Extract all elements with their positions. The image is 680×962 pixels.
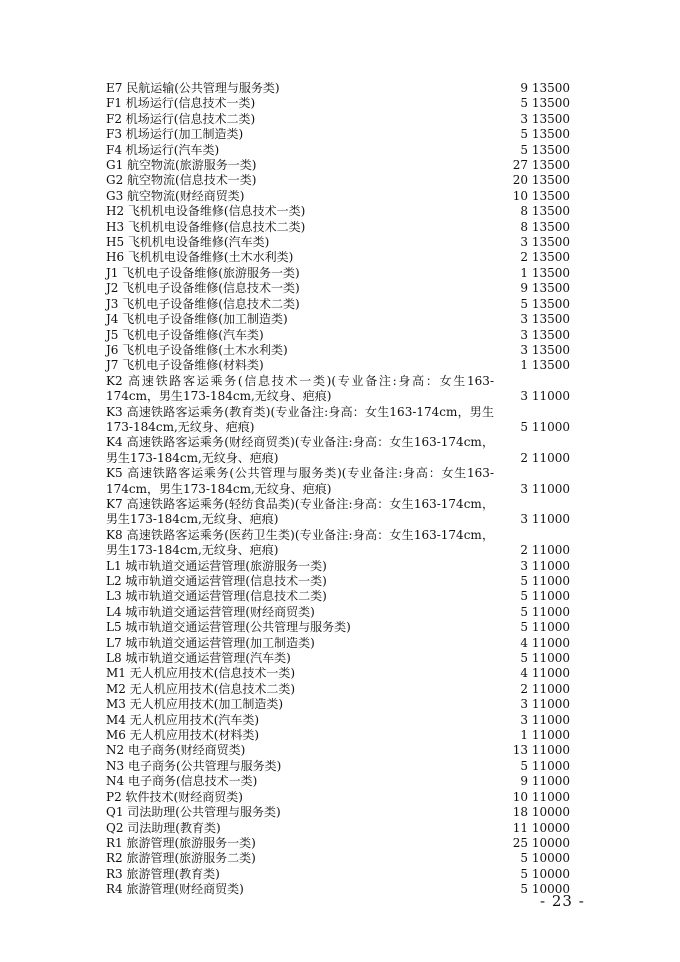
- program-label: H6 飞机机电设备维修(土木水利类): [106, 250, 294, 265]
- quota-count: 18: [512, 805, 528, 820]
- tuition-fee: 13500: [531, 265, 570, 280]
- quota-count: 3: [520, 327, 528, 342]
- quota-count: 5: [520, 589, 528, 604]
- quota-count: 25: [512, 835, 528, 850]
- quota-count: 3: [520, 697, 528, 712]
- table-row: [106, 528, 570, 559]
- table-row: [106, 343, 570, 358]
- quota-count: 5: [520, 758, 528, 773]
- program-label: M4 无人机应用技术(汽车类): [106, 712, 260, 727]
- program-label: L8 城市轨道交通运营管理(汽车类): [106, 651, 291, 666]
- quota-count: 3: [520, 342, 528, 357]
- tuition-fee: 13500: [531, 281, 570, 296]
- program-label: G2 航空物流(信息技术一类): [106, 173, 257, 188]
- quota-count: 5: [520, 866, 528, 881]
- tuition-fee: 11000: [531, 543, 570, 558]
- program-label: K4 高速铁路客运乘务(财经商贸类)(专业备注:身高：女生163-174cm，男生173-184cm,无纹身、疤痕): [106, 435, 494, 465]
- table-row: [106, 189, 570, 204]
- tuition-fee: 10000: [531, 851, 570, 866]
- program-label: J2 飞机电子设备维修(信息技术一类): [106, 281, 300, 296]
- tuition-fee: 11000: [531, 774, 570, 789]
- tuition-fee: 11000: [531, 789, 570, 804]
- table-row: [106, 743, 570, 758]
- table-row: [106, 589, 570, 604]
- table-row: [106, 774, 570, 789]
- program-label: F1 机场运行(信息技术一类): [106, 96, 256, 111]
- tuition-fee: 10000: [531, 866, 570, 881]
- tuition-fee: 13500: [531, 312, 570, 327]
- program-label: R3 旅游管理(教育类): [106, 866, 220, 881]
- table-row: [106, 666, 570, 681]
- tuition-fee: 13500: [531, 173, 570, 188]
- table-row: [106, 235, 570, 250]
- table-row: [106, 250, 570, 265]
- tuition-fee: 13500: [531, 111, 570, 126]
- tuition-fee: 10000: [531, 835, 570, 850]
- program-label: G1 航空物流(旅游服务一类): [106, 158, 257, 173]
- program-label: E7 民航运输(公共管理与服务类): [106, 81, 280, 95]
- tuition-fee: 13500: [531, 81, 570, 95]
- quota-count: 5: [520, 851, 528, 866]
- program-label: F3 机场运行(加工制造类): [106, 127, 244, 142]
- table-row: [106, 158, 570, 173]
- program-label: J1 飞机电子设备维修(旅游服务一类): [106, 265, 300, 280]
- tuition-fee: 11000: [531, 758, 570, 773]
- tuition-fee: 13500: [531, 296, 570, 311]
- program-label: P2 软件技术(财经商贸类): [106, 789, 243, 804]
- program-label: K3 高速铁路客运乘务(教育类)(专业备注:身高：女生163-174cm，男生173-184cm,无纹身、疤痕): [106, 404, 494, 434]
- tuition-fee: 11000: [531, 450, 570, 465]
- program-label: M1 无人机应用技术(信息技术一类): [106, 666, 296, 681]
- quota-count: 5: [520, 296, 528, 311]
- table-row: [106, 143, 570, 158]
- program-label: R4 旅游管理(财经商贸类): [106, 882, 244, 897]
- table-row: [106, 127, 570, 142]
- page-number: - 23 -: [540, 892, 585, 910]
- program-label: F4 机场运行(汽车类): [106, 142, 220, 157]
- tuition-fee: 11000: [531, 589, 570, 604]
- table-row: [106, 220, 570, 235]
- tuition-fee: 11000: [531, 604, 570, 619]
- program-label: L4 城市轨道交通运营管理(财经商贸类): [106, 604, 315, 619]
- quota-count: 5: [520, 604, 528, 619]
- quota-count: 3: [520, 389, 528, 404]
- program-label: H3 飞机机电设备维修(信息技术二类): [106, 219, 306, 234]
- tuition-fee: 11000: [531, 558, 570, 573]
- table-row: [106, 851, 570, 866]
- program-label: K8 高速铁路客运乘务(医药卫生类)(专业备注:身高：女生163-174cm，男生173-184cm,无纹身、疤痕): [106, 527, 494, 558]
- program-label: J4 飞机电子设备维修(加工制造类): [106, 312, 288, 327]
- program-label: N4 电子商务(信息技术一类): [106, 774, 258, 789]
- quota-count: 11: [512, 820, 528, 835]
- table-row: [106, 281, 570, 296]
- program-label: K7 高速铁路客运乘务(轻纺食品类)(专业备注:身高：女生163-174cm，男生173-184cm,无纹身、疤痕): [106, 496, 494, 527]
- table-row: [106, 466, 570, 497]
- tuition-fee: 10000: [531, 805, 570, 820]
- program-label: M6 无人机应用技术(材料类): [106, 728, 260, 743]
- tuition-fee: 10000: [531, 820, 570, 835]
- tuition-fee: 13500: [531, 358, 570, 373]
- program-label: J7 飞机电子设备维修(材料类): [106, 358, 264, 373]
- table-row: [106, 836, 570, 851]
- tuition-fee: 11000: [531, 743, 570, 758]
- program-label: L5 城市轨道交通运营管理(公共管理与服务类): [106, 620, 351, 635]
- quota-count: 5: [520, 142, 528, 157]
- program-label: H2 飞机机电设备维修(信息技术一类): [106, 204, 306, 219]
- tuition-fee: 13500: [531, 96, 570, 111]
- tuition-fee: 13500: [531, 219, 570, 234]
- tuition-fee: 11000: [531, 681, 570, 696]
- table-row: [106, 204, 570, 219]
- program-label: L7 城市轨道交通运营管理(加工制造类): [106, 635, 315, 650]
- program-label: F2 机场运行(信息技术二类): [106, 111, 256, 126]
- program-label: N3 电子商务(公共管理与服务类): [106, 758, 282, 773]
- program-label: J6 飞机电子设备维修(土木水利类): [106, 342, 288, 357]
- program-label: G3 航空物流(财经商贸类): [106, 188, 245, 203]
- tuition-fee: 13500: [531, 250, 570, 265]
- quota-count: 1: [520, 728, 528, 743]
- quota-count: 1: [520, 265, 528, 280]
- program-label: L3 城市轨道交通运营管理(信息技术二类): [106, 589, 327, 604]
- table-row: [106, 405, 570, 436]
- quota-count: 4: [520, 666, 528, 681]
- quota-count: 9: [520, 81, 528, 95]
- quota-count: 5: [520, 127, 528, 142]
- table-row: [106, 96, 570, 111]
- table-row: [106, 266, 570, 281]
- tuition-fee: 13500: [531, 235, 570, 250]
- program-label: Q1 司法助理(公共管理与服务类): [106, 805, 281, 820]
- table-row: [106, 605, 570, 620]
- table-row: [106, 112, 570, 127]
- program-label: R2 旅游管理(旅游服务二类): [106, 851, 256, 866]
- table-row: [106, 435, 570, 466]
- quota-count: 5: [520, 574, 528, 588]
- table-row: [106, 790, 570, 805]
- tuition-fee: 13500: [531, 204, 570, 219]
- quota-count: 5: [520, 651, 528, 666]
- quota-count: 2: [520, 681, 528, 696]
- quota-count: 20: [512, 173, 528, 188]
- tuition-fee: 11000: [531, 635, 570, 650]
- table-row: [106, 636, 570, 651]
- table-row: [106, 173, 570, 188]
- program-label: J5 飞机电子设备维修(汽车类): [106, 327, 264, 342]
- program-label: M2 无人机应用技术(信息技术二类): [106, 681, 296, 696]
- table-row: [106, 81, 570, 96]
- table-row: [106, 882, 570, 897]
- quota-count: 9: [520, 774, 528, 789]
- quota-count: 8: [520, 204, 528, 219]
- tuition-fee: 13500: [531, 327, 570, 342]
- tuition-fee: 11000: [531, 389, 570, 404]
- tuition-fee: 11000: [531, 574, 570, 588]
- table-row: [106, 821, 570, 836]
- table-row: [106, 682, 570, 697]
- quota-count: 3: [520, 312, 528, 327]
- quota-count: 2: [520, 250, 528, 265]
- table-row: [106, 867, 570, 882]
- table-row: [106, 759, 570, 774]
- tuition-fee: 11000: [531, 697, 570, 712]
- quota-count: 10: [512, 789, 528, 804]
- table-row: [106, 559, 570, 574]
- program-label: J3 飞机电子设备维修(信息技术二类): [106, 296, 300, 311]
- table-row: [106, 312, 570, 327]
- table-row: [106, 620, 570, 635]
- tuition-fee: 11000: [531, 512, 570, 527]
- table-row: [106, 697, 570, 712]
- tuition-fee: 11000: [531, 712, 570, 727]
- program-label: Q2 司法助理(教育类): [106, 820, 221, 835]
- quota-count: 2: [520, 450, 528, 465]
- quota-count: 3: [520, 712, 528, 727]
- tuition-fee: 10000: [531, 882, 570, 897]
- tuition-fee: 11000: [531, 481, 570, 496]
- tuition-fee: 13500: [531, 142, 570, 157]
- program-label: H5 飞机机电设备维修(汽车类): [106, 235, 270, 250]
- tuition-fee: 13500: [531, 158, 570, 173]
- quota-count: 5: [520, 882, 528, 897]
- quota-count: 13: [512, 743, 528, 758]
- quota-count: 1: [520, 358, 528, 373]
- quota-count: 5: [520, 620, 528, 635]
- table-row: [106, 497, 570, 528]
- table-row: [106, 358, 570, 373]
- tuition-fee: 11000: [531, 728, 570, 743]
- program-label: L1 城市轨道交通运营管理(旅游服务一类): [106, 558, 327, 573]
- quota-count: 27: [512, 158, 528, 173]
- program-label: N2 电子商务(财经商贸类): [106, 743, 246, 758]
- table-row: [106, 713, 570, 728]
- quota-count: 5: [520, 419, 528, 434]
- tuition-fee: 13500: [531, 342, 570, 357]
- quota-count: 3: [520, 512, 528, 527]
- program-label: L2 城市轨道交通运营管理(信息技术一类): [106, 574, 327, 588]
- tuition-fee: 11000: [531, 666, 570, 681]
- table-row: [106, 297, 570, 312]
- table-row: [106, 574, 570, 589]
- table-row: [106, 374, 570, 405]
- quota-count: 3: [520, 111, 528, 126]
- program-label: K5 高速铁路客运乘务(公共管理与服务类)(专业备注:身高：女生163-174cm，男生173-184cm,无纹身、疤痕): [106, 466, 494, 496]
- enrollment-table: [106, 81, 570, 898]
- quota-count: 9: [520, 281, 528, 296]
- program-label: K2 高速铁路客运乘务(信息技术一类)(专业备注:身高：女生163-174cm，男生173-184cm,无纹身、疤痕): [106, 373, 494, 404]
- quota-count: 5: [520, 96, 528, 111]
- quota-count: 4: [520, 635, 528, 650]
- table-row: [106, 328, 570, 343]
- program-label: M3 无人机应用技术(加工制造类): [106, 697, 284, 712]
- table-row: [106, 805, 570, 820]
- tuition-fee: 11000: [531, 620, 570, 635]
- table-row: [106, 651, 570, 666]
- tuition-fee: 11000: [531, 419, 570, 434]
- tuition-fee: 11000: [531, 651, 570, 666]
- table-row: [106, 728, 570, 743]
- quota-count: 10: [512, 188, 528, 203]
- tuition-fee: 13500: [531, 127, 570, 142]
- quota-count: 8: [520, 219, 528, 234]
- quota-count: 2: [520, 543, 528, 558]
- quota-count: 3: [520, 235, 528, 250]
- quota-count: 3: [520, 481, 528, 496]
- tuition-fee: 13500: [531, 188, 570, 203]
- quota-count: 3: [520, 558, 528, 573]
- program-label: R1 旅游管理(旅游服务一类): [106, 835, 256, 850]
